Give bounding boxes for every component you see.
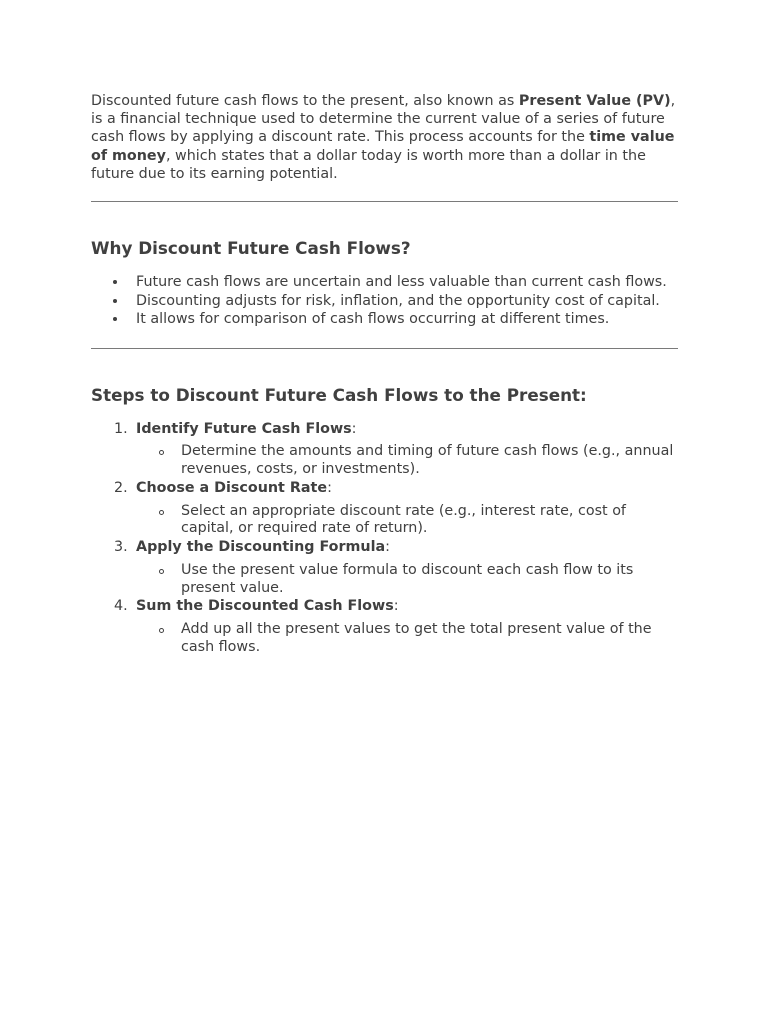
step-detail: Select an appropriate discount rate (e.g., interest rate, cost of capital, or required rate of return). — [181, 502, 626, 537]
intro-bold-time-value: time value of money — [91, 129, 675, 164]
step-colon: : — [351, 420, 357, 437]
hollow-bullet-icon — [159, 628, 164, 633]
step-title: Identify Future Cash Flows — [136, 420, 352, 437]
step-item — [114, 598, 678, 656]
hollow-bullet-icon — [159, 450, 164, 455]
step-sub-list — [136, 621, 678, 657]
step-number: 1. — [114, 420, 128, 437]
step-number: 4. — [114, 598, 128, 615]
step-title: Apply the Discounting Formula — [136, 539, 386, 556]
steps-heading: Steps to Discount Future Cash Flows to the Present: — [91, 384, 587, 405]
intro-text: Discounted future cash flows to the present, also known as — [91, 93, 519, 109]
section-divider — [91, 201, 678, 202]
bullet-dot-icon — [113, 299, 117, 303]
step-detail-item — [181, 562, 678, 598]
step-detail: Determine the amounts and timing of future cash flows (e.g., annual revenues, costs, or investments). — [181, 443, 674, 478]
step-title: Choose a Discount Rate — [136, 479, 328, 496]
why-bullet-item — [136, 311, 678, 329]
intro-text: , is a financial technique used to determine the current value of a series of future cash flows by applying a discount rate. This process accounts for the — [91, 93, 676, 146]
bullet-dot-icon — [113, 280, 117, 284]
hollow-bullet-icon — [159, 569, 164, 574]
intro-paragraph — [91, 92, 678, 183]
step-title: Sum the Discounted Cash Flows — [136, 598, 394, 615]
bullet-dot-icon — [113, 317, 117, 321]
intro-bold-present-value: Present Value (PV) — [518, 93, 671, 109]
step-colon: : — [327, 479, 332, 496]
why-bullet-item — [136, 293, 678, 311]
why-heading: Why Discount Future Cash Flows? — [91, 238, 411, 259]
intro-text: , which states that a dollar today is worth more than a dollar in the future due to its earning potential. — [91, 147, 646, 182]
step-colon: : — [385, 539, 390, 556]
bullet-text: It allows for comparison of cash flows occurring at different times. — [136, 311, 610, 328]
why-bullet-list — [91, 274, 678, 329]
bullet-text: Discounting adjusts for risk, inflation, and the opportunity cost of capital. — [136, 292, 660, 309]
steps-list — [91, 421, 678, 657]
step-item — [114, 420, 678, 479]
step-detail-item — [181, 503, 678, 539]
section-divider — [91, 348, 678, 349]
step-detail: Add up all the present values to get the total present value of the cash flows. — [181, 620, 652, 655]
step-colon: : — [393, 598, 399, 615]
step-sub-list — [136, 562, 678, 598]
step-sub-list — [136, 503, 678, 539]
step-sub-list — [136, 443, 678, 479]
step-item — [114, 539, 678, 597]
why-bullet-item — [136, 274, 678, 292]
step-number: 3. — [114, 539, 128, 556]
step-item — [114, 479, 678, 538]
hollow-bullet-icon — [159, 510, 164, 515]
bullet-text: Future cash flows are uncertain and less valuable than current cash flows. — [136, 274, 667, 291]
step-detail-item — [181, 621, 678, 657]
step-number: 2. — [114, 479, 128, 496]
step-detail: Use the present value formula to discount each cash flow to its present value. — [181, 561, 634, 596]
document-content — [91, 92, 678, 658]
step-detail-item — [181, 443, 678, 479]
